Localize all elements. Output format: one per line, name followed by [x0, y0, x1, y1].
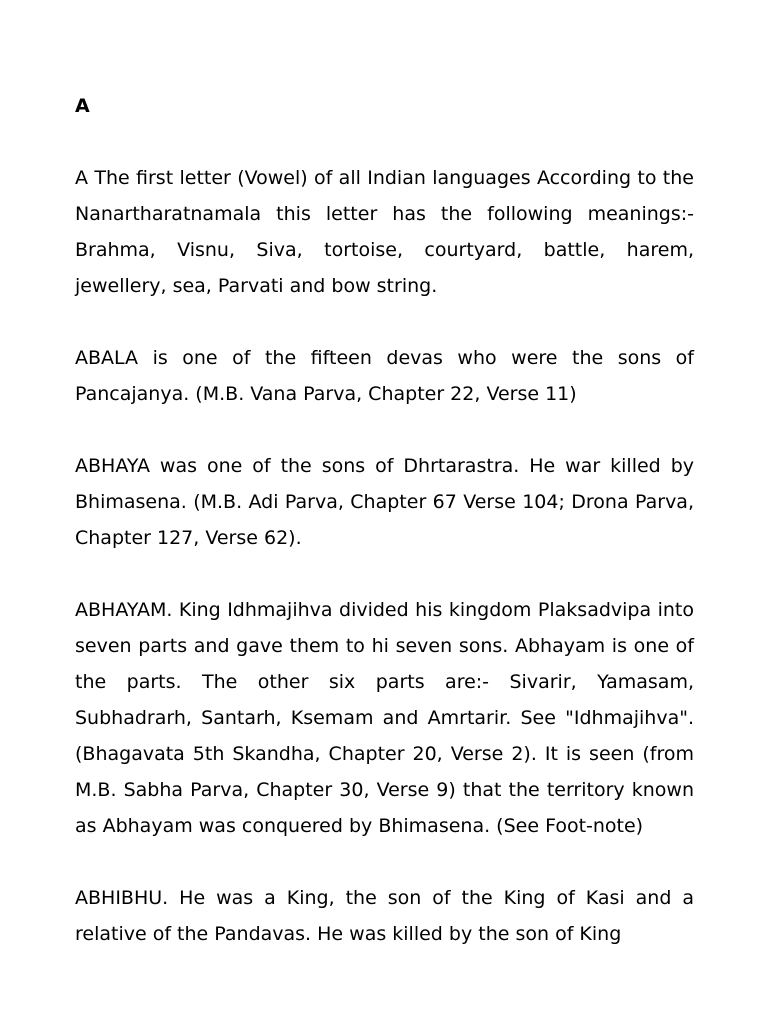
document-page [75, 88, 694, 952]
section-heading: A [75, 95, 90, 117]
entry-abhayam: ABHAYAM. King Idhmajihva divided his kingdom Plaksadvipa into seven parts and gave them to hi seven sons. Abhayam is one of the parts. The other six parts are:- Sivarir, Yamasam, Subhadrarh, Santarh, Ksemam and Amrtarir. See "Idhmajihva". (Bhagavata 5th Skandha, Chapter 20, Verse 2). It is seen (from M.B. Sabha Parva, Chapter 30, Verse 9) that the territory known as Abhayam was conquered by Bhimasena. (See Foot-note) [75, 599, 694, 837]
entry-a: A The first letter (Vowel) of all Indian languages According to the Nanartharatnamala this letter has the following meanings:-Brahma, Visnu, Siva, tortoise, courtyard, battle, harem, jewellery, sea, Parvati and bow string. [75, 167, 694, 297]
entry-abala: ABALA is one of the fifteen devas who were the sons of Pancajanya. (M.B. Vana Parva, Chapter 22, Verse 11) [75, 347, 694, 405]
entry-abhibhu: ABHIBHU. He was a King, the son of the King of Kasi and a relative of the Pandavas. He was killed by the son of King [75, 887, 694, 945]
entry-abhaya: ABHAYA was one of the sons of Dhrtarastra. He war killed by Bhimasena. (M.B. Adi Parva, Chapter 67 Verse 104; Drona Parva, Chapter 127, Verse 62). [75, 455, 694, 549]
